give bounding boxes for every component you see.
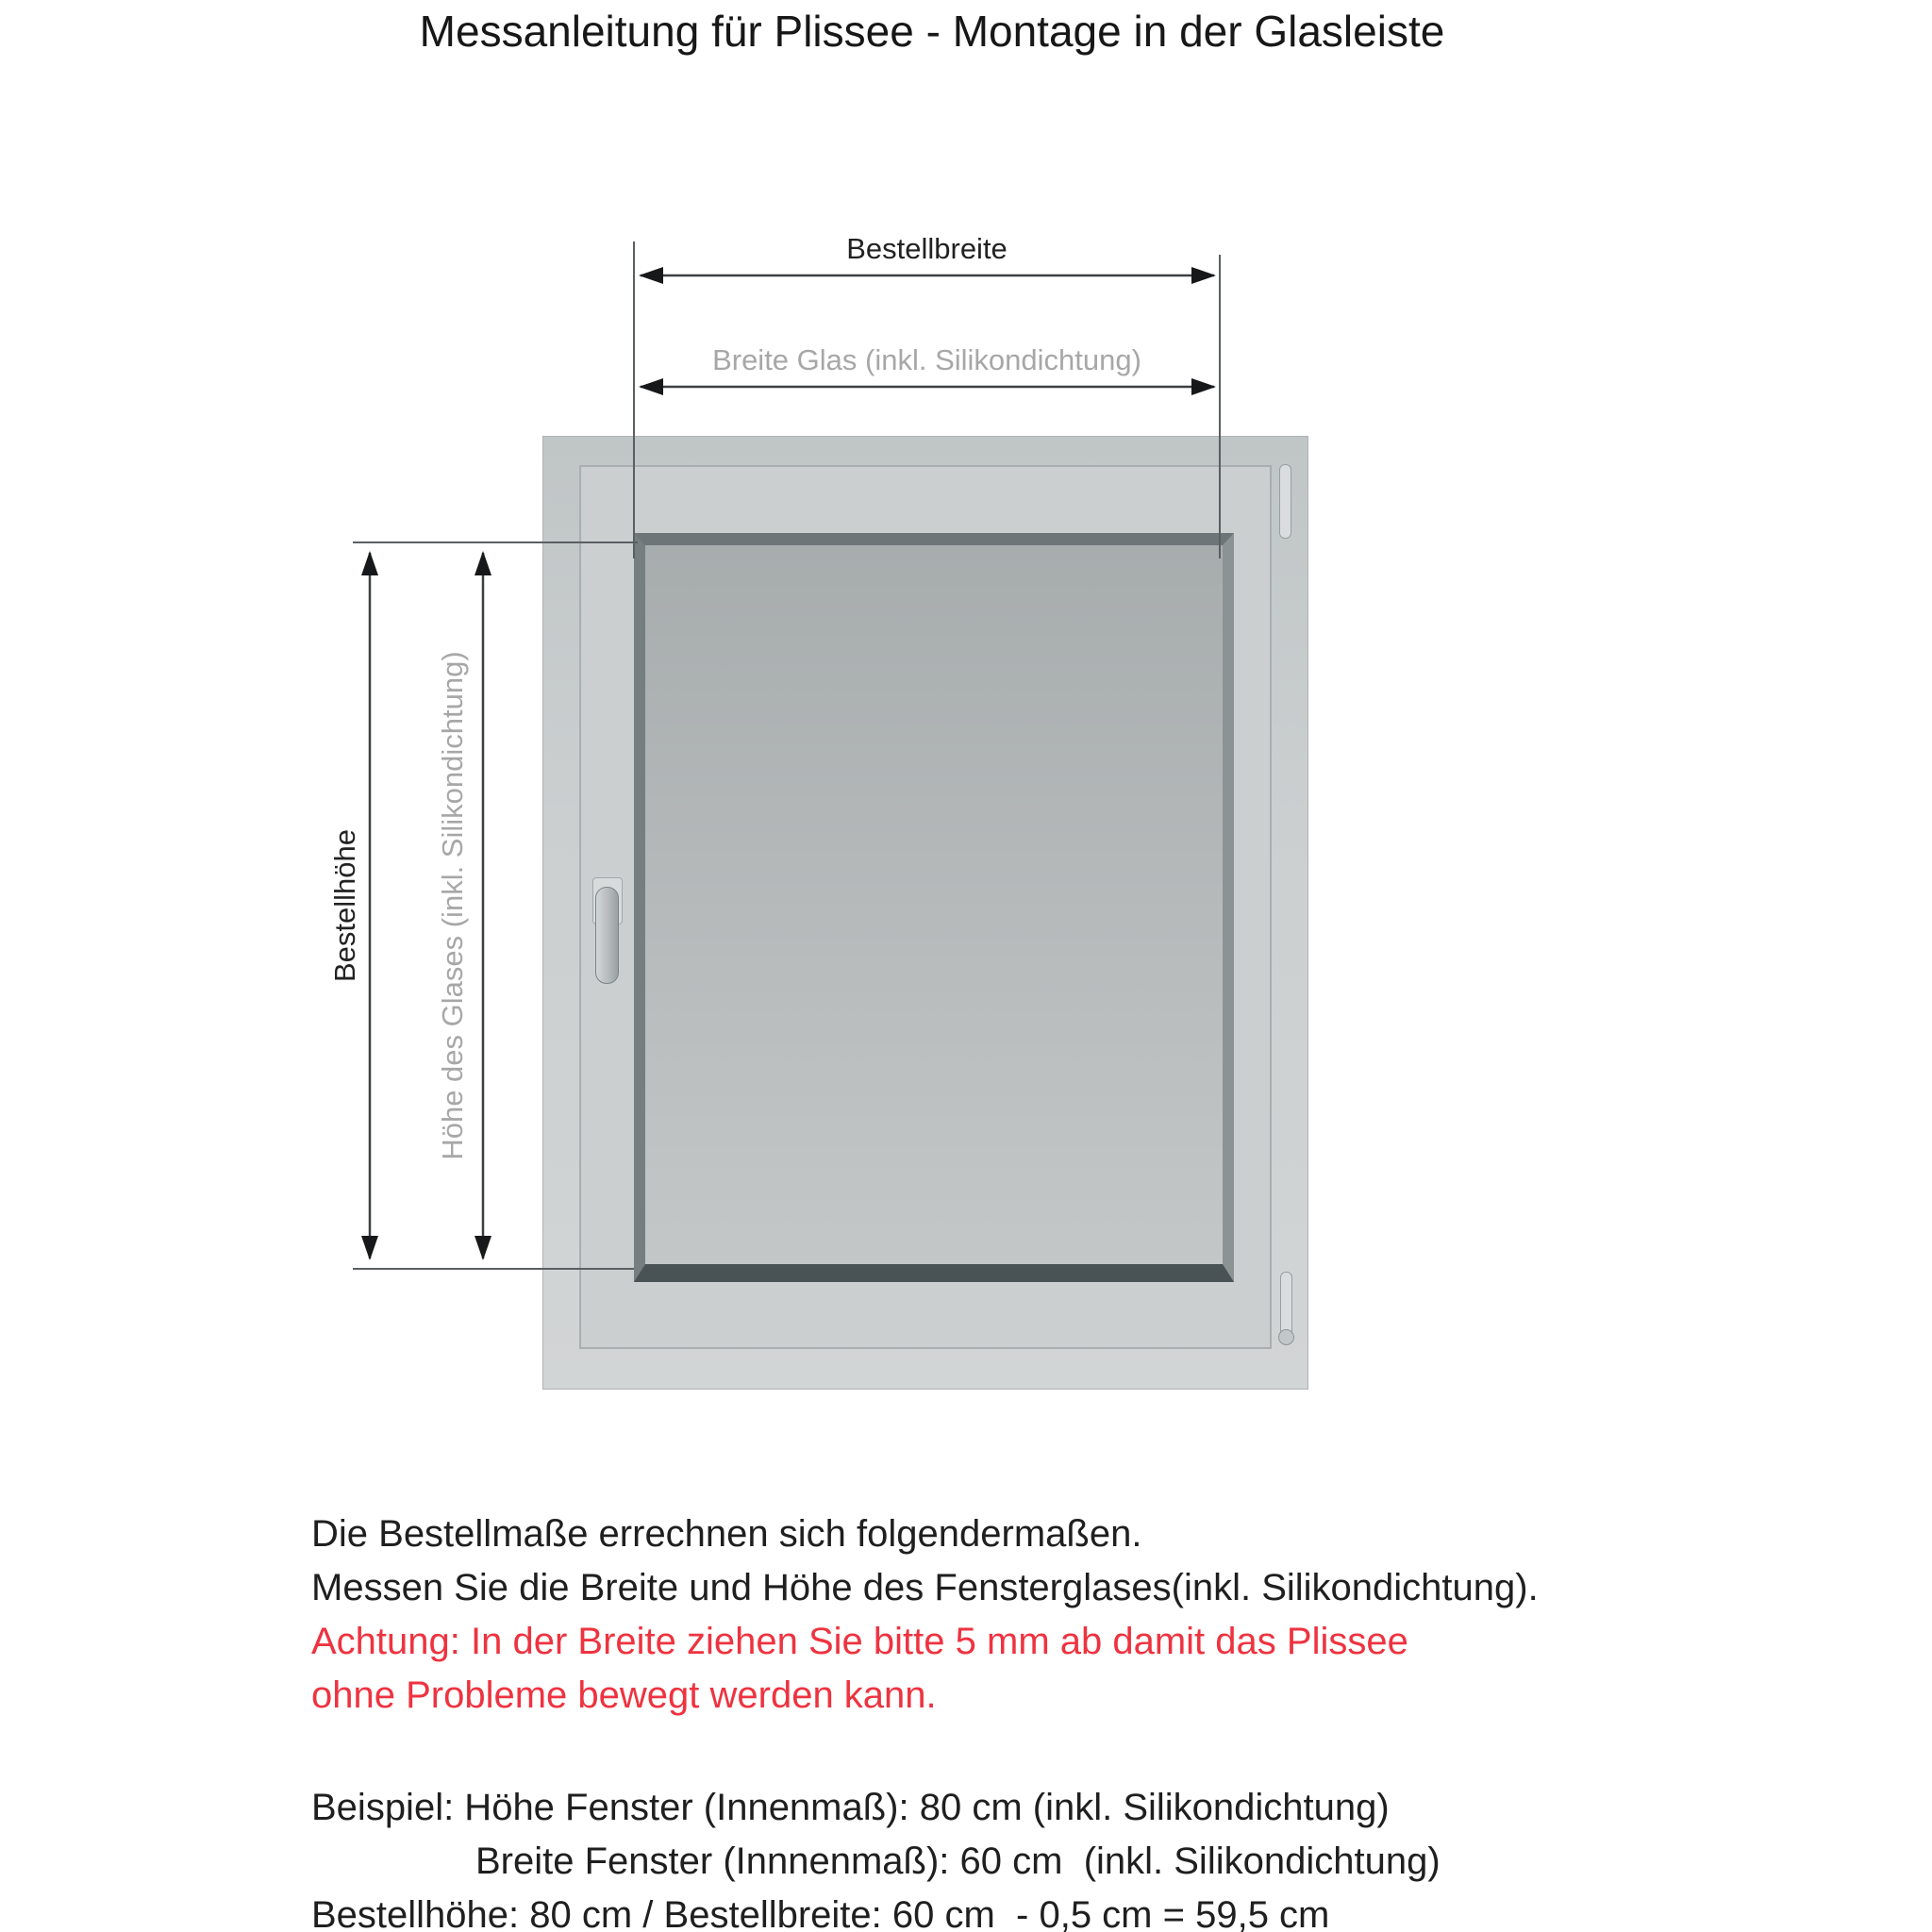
instruction-line-1: Die Bestellmaße errechnen sich folgendermaßen. [311,1513,1142,1555]
order-height-label: Bestellhöhe [328,829,361,983]
glass-height-label: Höhe des Glases (inkl. Silikondichtung) [436,651,469,1160]
example-line-3: Bestellhöhe: 80 cm / Bestellbreite: 60 cm - 0,5 cm = 59,5 cm [311,1894,1330,1932]
spacer [311,1723,1858,1781]
order-width-label: Bestellbreite [846,232,1008,265]
warning-line-2: ohne Probleme bewegt werden kann. [311,1674,937,1716]
page-title: Messanleitung für Plissee - Montage in der Glasleiste [419,7,1445,56]
example-line-2: Breite Fenster (Innnenmaß): 60 cm (inkl. Silikondichtung) [475,1840,1441,1882]
instruction-line-2: Messen Sie die Breite und Höhe des Fensterglases(inkl. Silikondichtung). [311,1567,1539,1608]
example-line-1: Beispiel: Höhe Fenster (Innenmaß): 80 cm (inkl. Silikondichtung) [311,1787,1390,1828]
glass-width-label: Breite Glas (inkl. Silikondichtung) [712,343,1141,376]
warning-line-1: Achtung: In der Breite ziehen Sie bitte 5 mm ab damit das Plissee [311,1621,1408,1662]
instructions-block [311,1507,1858,1932]
